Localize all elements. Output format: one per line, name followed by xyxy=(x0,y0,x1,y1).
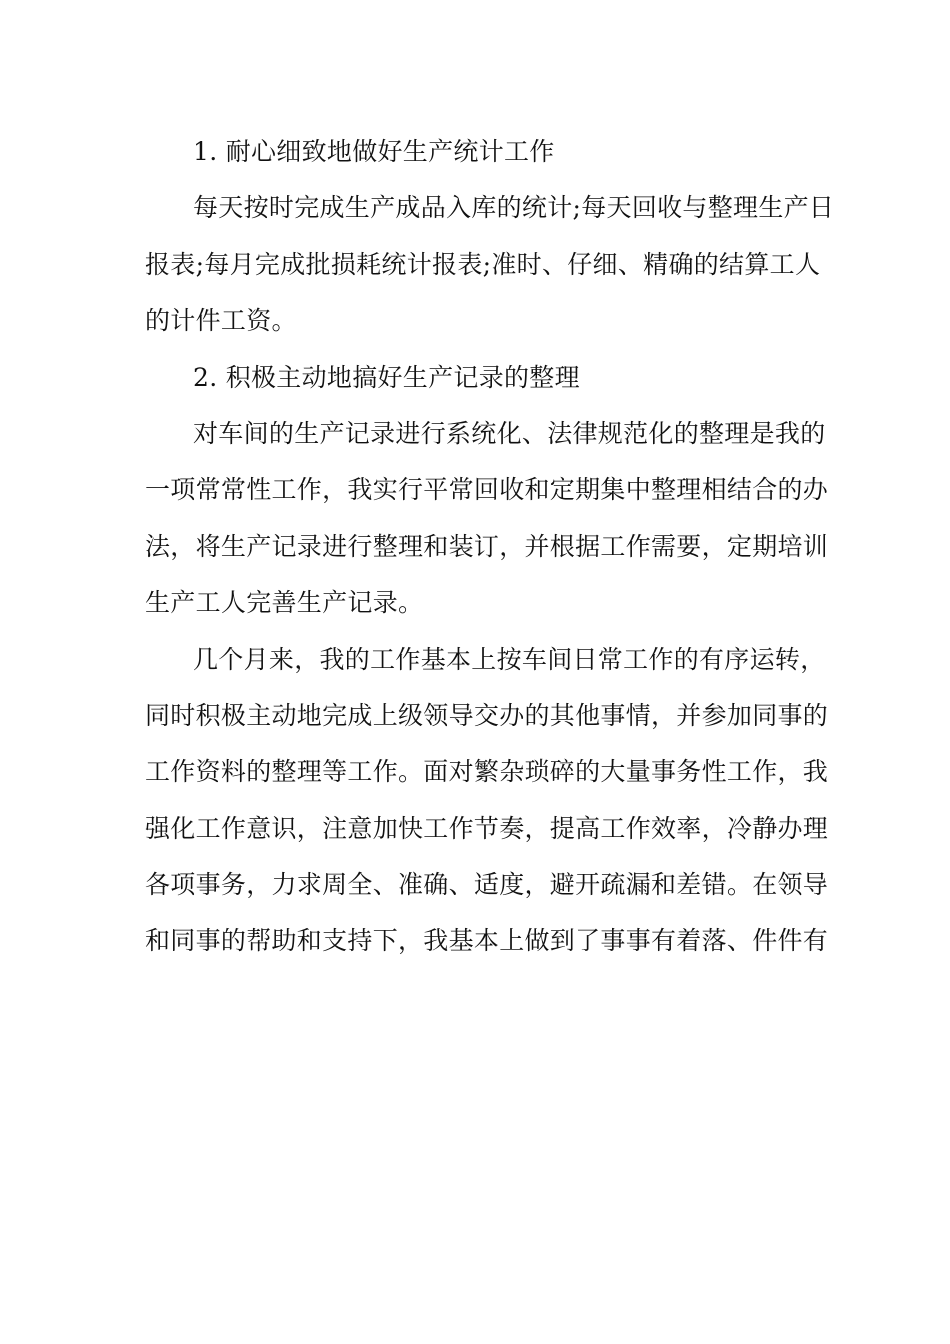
paragraph-line: 和同事的帮助和支持下，我基本上做到了事事有着落、件件有 xyxy=(145,926,829,956)
paragraph-line: 对车间的生产记录进行系统化、法律规范化的整理是我的 xyxy=(193,418,826,448)
document-body xyxy=(145,124,835,970)
paragraph-line: 报表;每月完成批损耗统计报表;准时、仔细、精确的结算工人 xyxy=(145,249,821,279)
paragraph-line: 每天按时完成生产成品入库的统计;每天回收与整理生产日 xyxy=(193,193,835,223)
section-heading-1: 1. 耐心细致地做好生产统计工作 xyxy=(193,137,555,166)
paragraph-line: 一项常常性工作，我实行平常回收和定期集中整理相结合的办 xyxy=(145,475,829,505)
paragraph-line: 同时积极主动地完成上级领导交办的其他事情，并参加同事的 xyxy=(145,700,829,730)
paragraph-line: 的计件工资。 xyxy=(145,306,297,336)
paragraph-line: 各项事务，力求周全、准确、适度，避开疏漏和差错。在领导 xyxy=(145,870,829,900)
paragraph-line: 几个月来，我的工作基本上按车间日常工作的有序运转， xyxy=(193,644,826,674)
section-heading-2: 2. 积极主动地搞好生产记录的整理 xyxy=(193,362,580,392)
paragraph-line: 生产工人完善生产记录。 xyxy=(145,588,424,618)
paragraph-line: 工作资料的整理等工作。面对繁杂琐碎的大量事务性工作，我 xyxy=(145,757,829,787)
paragraph-line: 强化工作意识，注意加快工作节奏，提高工作效率，冷静办理 xyxy=(145,813,829,843)
paragraph-line: 法，将生产记录进行整理和装订，并根据工作需要，定期培训 xyxy=(145,531,829,561)
